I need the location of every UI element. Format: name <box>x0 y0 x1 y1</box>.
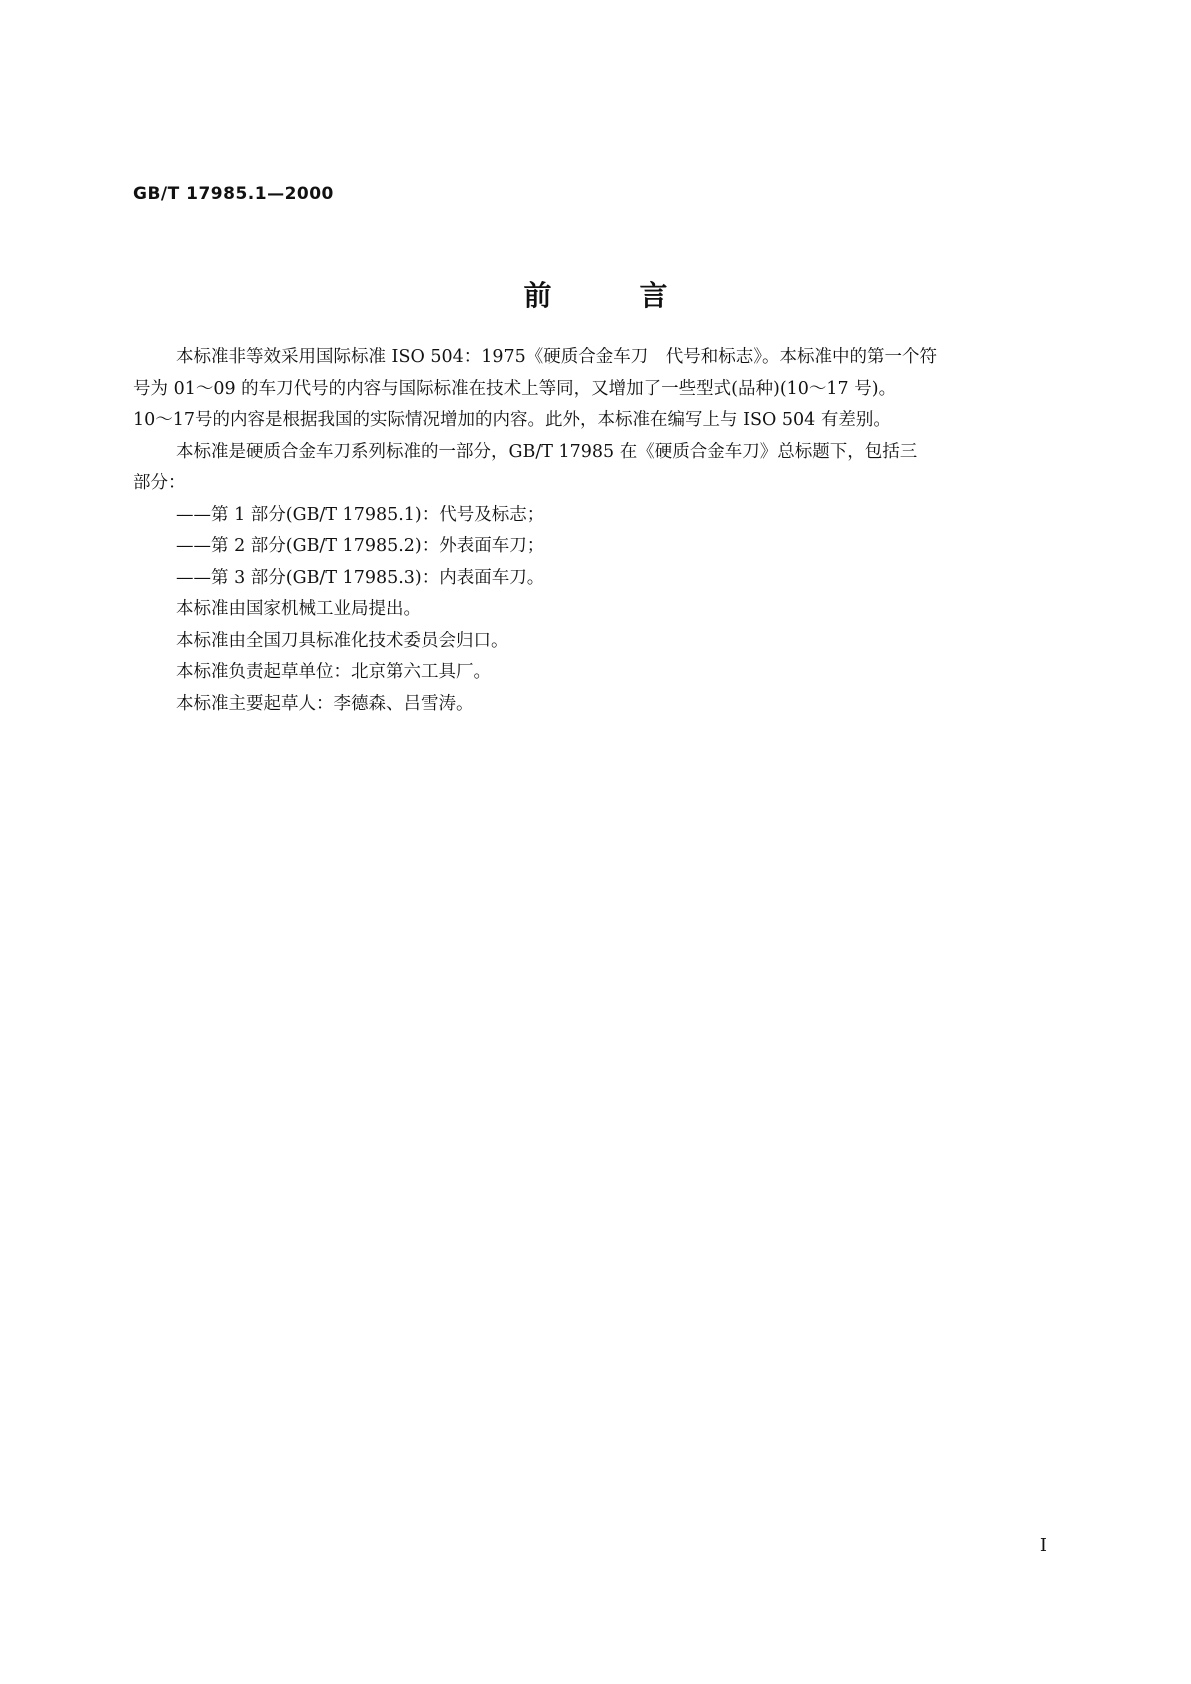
paragraph-line: 10～17号的内容是根据我国的实际情况增加的内容。此外，本标准在编写上与 ISO 504 有差别。 <box>133 410 891 430</box>
list-item-part-3: ——第 3 部分(GB/T 17985.3)：内表面车刀。 <box>176 567 545 588</box>
note-committee: 本标准由全国刀具标准化技术委员会归口。 <box>176 630 509 651</box>
paragraph-line: 号为 01～09 的车刀代号的内容与国际标准在技术上等同，又增加了一些型式(品种)(10～17 号)。 <box>133 378 897 399</box>
document-body <box>133 342 1059 720</box>
note-drafters: 本标准主要起草人：李德森、吕雪涛。 <box>176 693 474 714</box>
paragraph-line: 部分： <box>133 473 186 493</box>
paragraph-line: 本标准是硬质合金车刀系列标准的一部分，GB/T 17985 在《硬质合金车刀》总标题下，包括三 <box>176 441 918 462</box>
paragraph-line: 本标准非等效采用国际标准 ISO 504：1975《硬质合金车刀 代号和标志》。本标准中的第一个符 <box>176 347 938 367</box>
list-item-part-2: ——第 2 部分(GB/T 17985.2)：外表面车刀； <box>176 536 545 556</box>
page-title: 前言 <box>523 279 756 312</box>
note-drafting-unit: 本标准负责起草单位：北京第六工具厂。 <box>176 662 491 682</box>
page-number: I <box>1039 1535 1047 1556</box>
standard-code: GB/T 17985.1—2000 <box>133 184 334 204</box>
note-proposer: 本标准由国家机械工业局提出。 <box>176 599 421 619</box>
list-item-part-1: ——第 1 部分(GB/T 17985.1)：代号及标志； <box>176 504 545 525</box>
